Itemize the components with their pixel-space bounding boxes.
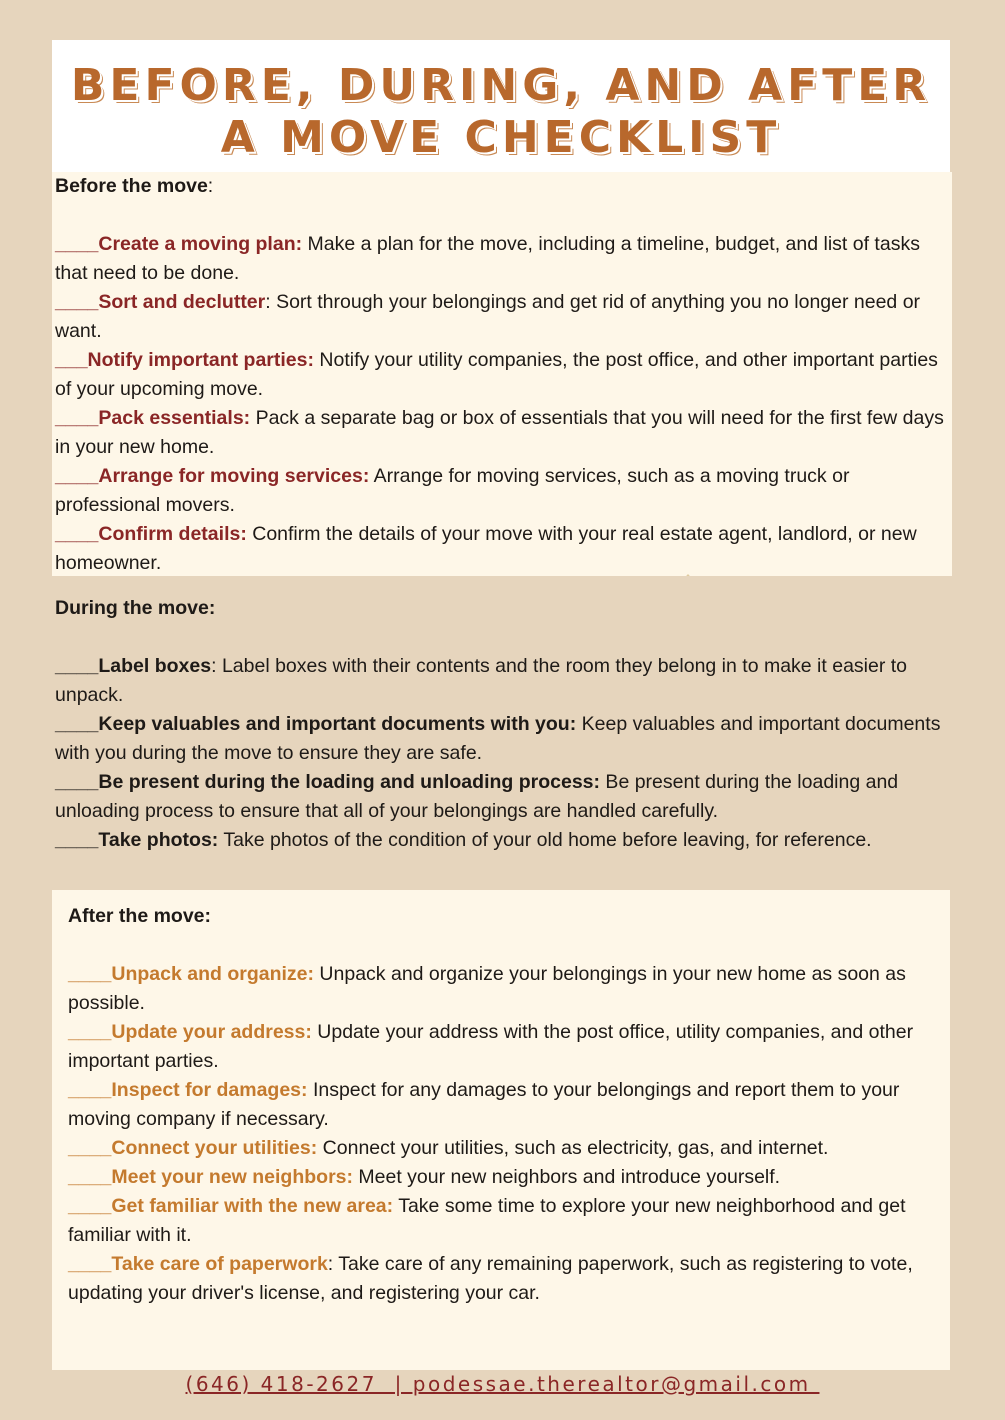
before-item-services: [55, 462, 945, 520]
contact-link[interactable]: (646) 418-2627 | podessae.therealtor@gmail.com: [185, 1372, 820, 1396]
after-item-area: [68, 1192, 940, 1250]
item-title: Notify important parties:: [87, 349, 314, 371]
after-heading: After the move:: [68, 905, 212, 927]
item-text: Keep valuables and important documents with you during the move to ensure they are safe.: [55, 713, 941, 764]
check-blank: ____: [68, 963, 112, 985]
item-text: Arrange for moving services, such as a moving truck or professional movers.: [55, 465, 850, 516]
check-blank: ____: [55, 291, 99, 313]
item-title: Pack essentials:: [98, 407, 251, 429]
before-heading-colon: :: [207, 175, 214, 197]
during-item-present: [55, 768, 945, 826]
item-title: Confirm details:: [98, 523, 247, 545]
before-item-plan: [55, 230, 945, 288]
title-line-2: A MOVE CHECKLIST: [220, 112, 782, 163]
after-item-address: [68, 1018, 940, 1076]
before-content: [55, 172, 945, 578]
check-blank: ___: [55, 349, 88, 371]
after-item-utilities: [68, 1134, 940, 1163]
item-text: Meet your new neighbors and introduce yourself.: [353, 1166, 781, 1188]
after-content: [68, 902, 940, 1308]
during-heading: During the move:: [55, 597, 216, 619]
check-blank: ____: [68, 1253, 112, 1275]
after-item-inspect: [68, 1076, 940, 1134]
item-title: Get familiar with the new area:: [111, 1195, 394, 1217]
spacer: [55, 623, 945, 652]
after-item-paperwork: [68, 1250, 940, 1308]
item-title: Inspect for damages:: [111, 1079, 308, 1101]
item-title: Sort and declutter: [98, 291, 266, 313]
check-blank: ____: [68, 1195, 112, 1217]
item-text: : Label boxes with their contents and the room they belong in to make it easier to unpack.: [55, 655, 908, 706]
before-heading: [55, 172, 945, 201]
item-text: Take some time to explore your new neighborhood and get familiar with it.: [68, 1195, 906, 1246]
item-text: Make a plan for the move, including a timeline, budget, and list of tasks that need to be done.: [55, 233, 920, 284]
check-blank: ____: [55, 771, 99, 793]
item-title: Create a moving plan:: [98, 233, 303, 255]
check-blank: ____: [68, 1137, 112, 1159]
page-title: [52, 40, 950, 164]
before-item-declutter: [55, 288, 945, 346]
after-item-unpack: [68, 960, 940, 1018]
item-text: Connect your utilities, such as electricity, gas, and internet.: [317, 1137, 829, 1159]
before-item-confirm: [55, 520, 945, 578]
before-heading-text: Before the move: [55, 175, 208, 197]
after-item-neighbors: [68, 1163, 940, 1192]
spacer: [68, 931, 940, 960]
before-section: [52, 172, 952, 576]
item-title: Take care of paperwork: [111, 1253, 328, 1275]
check-blank: ____: [68, 1021, 112, 1043]
check-blank: ____: [55, 713, 99, 735]
item-title: Take photos:: [98, 829, 219, 851]
check-blank: ____: [55, 829, 99, 851]
item-title: Arrange for moving services:: [98, 465, 370, 487]
item-text: Take photos of the condition of your old home before leaving, for reference.: [218, 829, 872, 851]
check-blank: ____: [68, 1079, 112, 1101]
item-text: Notify your utility companies, the post office, and other important parties of your upcoming move.: [55, 349, 938, 400]
check-blank: ____: [68, 1166, 112, 1188]
item-title: Connect your utilities:: [111, 1137, 318, 1159]
title-line-1: BEFORE, DURING, AND AFTER: [70, 60, 932, 111]
item-text: : Take care of any remaining paperwork, such as registering to vote, updating your driver's license, and registering your car.: [68, 1253, 913, 1304]
item-text: Update your address with the post office, utility companies, and other important parties.: [68, 1021, 914, 1072]
before-item-notify: [55, 346, 945, 404]
before-item-pack: [55, 404, 945, 462]
item-text: Pack a separate bag or box of essentials that you will need for the first few days in your new home.: [55, 407, 944, 458]
item-title: Keep valuables and important documents with you:: [98, 713, 577, 735]
during-section: [52, 576, 950, 890]
item-title: Label boxes: [98, 655, 212, 677]
item-text: Inspect for any damages to your belongings and report them to your moving company if necessary.: [68, 1079, 900, 1130]
item-title: Be present during the loading and unloading process:: [98, 771, 601, 793]
item-text: Confirm the details of your move with your real estate agent, landlord, or new homeowner.: [55, 523, 917, 574]
check-blank: ____: [55, 655, 99, 677]
check-blank: ____: [55, 465, 99, 487]
title-banner: [52, 40, 950, 172]
item-text: : Sort through your belongings and get rid of anything you no longer need or want.: [55, 291, 921, 342]
during-content: [55, 594, 945, 855]
check-blank: ____: [55, 233, 99, 255]
check-blank: ____: [55, 523, 99, 545]
check-blank: ____: [55, 407, 99, 429]
item-text: Unpack and organize your belongings in your new home as soon as possible.: [68, 963, 906, 1014]
during-item-photos: [55, 826, 945, 855]
item-title: Meet your new neighbors:: [111, 1166, 353, 1188]
after-section: [52, 890, 950, 1370]
checklist-page: [52, 40, 950, 1370]
item-text: Be present during the loading and unloading process to ensure that all of your belongings are handled carefully.: [55, 771, 899, 822]
during-item-label: [55, 652, 945, 710]
item-title: Update your address:: [111, 1021, 312, 1043]
during-item-valuables: [55, 710, 945, 768]
item-title: Unpack and organize:: [111, 963, 315, 985]
spacer: [55, 201, 945, 230]
